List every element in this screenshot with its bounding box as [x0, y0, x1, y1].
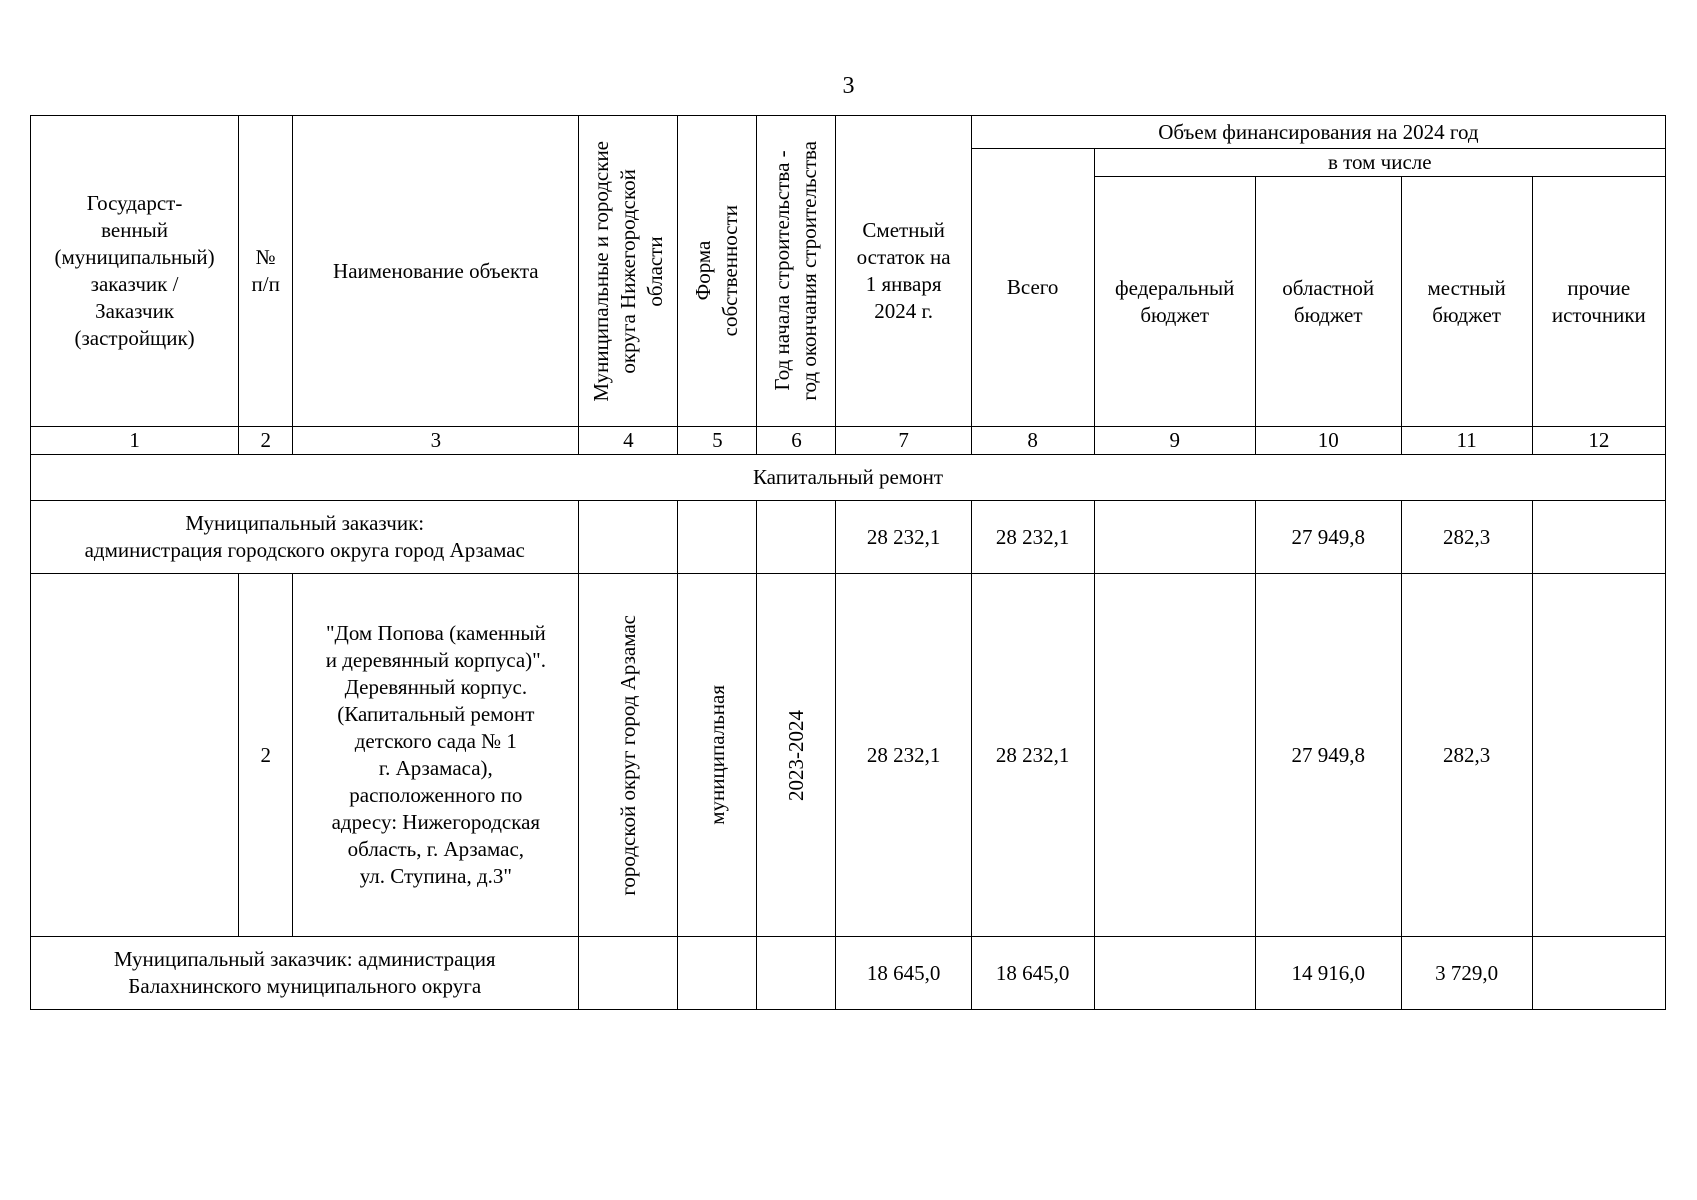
header-years: [757, 116, 836, 427]
column-number: 12: [1532, 427, 1665, 455]
estimate-cell: 28 232,1: [836, 501, 971, 574]
column-number: 2: [239, 427, 293, 455]
other-cell: [1532, 937, 1665, 1010]
header-local: местный бюджет: [1401, 177, 1532, 427]
header-total: Всего: [971, 149, 1094, 427]
header-object-name: Наименование объекта: [293, 116, 579, 427]
column-number: 6: [757, 427, 836, 455]
other-cell: [1532, 501, 1665, 574]
header-ownership: [678, 116, 757, 427]
header-municipality-text: Муниципальные и городские округа Нижегородской области: [588, 140, 667, 402]
customer-balakhna: Муниципальный заказчик: администрация Балахнинского муниципального округа: [31, 937, 579, 1010]
financing-table: [30, 115, 1666, 1010]
empty-cell: [757, 501, 836, 574]
column-number: 1: [31, 427, 239, 455]
regional-cell: 14 916,0: [1255, 937, 1401, 1010]
header-regional: областной бюджет: [1255, 177, 1401, 427]
object-municipality-text: городской округ город Арзамас: [615, 614, 640, 896]
federal-cell: [1094, 501, 1255, 574]
total-cell: 28 232,1: [971, 574, 1094, 937]
object-ownership: [678, 574, 757, 937]
federal-cell: [1094, 937, 1255, 1010]
empty-cell: [31, 574, 239, 937]
local-cell: 282,3: [1401, 574, 1532, 937]
section-title: Капитальный ремонт: [31, 455, 1666, 501]
column-number: 4: [579, 427, 678, 455]
header-estimate: Сметный остаток на 1 января 2024 г.: [836, 116, 971, 427]
header-other: прочие источники: [1532, 177, 1665, 427]
header-municipality: [579, 116, 678, 427]
empty-cell: [678, 937, 757, 1010]
object-years: [757, 574, 836, 937]
object-years-text: 2023-2024: [783, 709, 808, 801]
total-cell: 28 232,1: [971, 501, 1094, 574]
object-name: "Дом Попова (каменный и деревянный корпуса)". Деревянный корпус. (Капитальный ремонт детского сада № 1 г. Арзамаса), расположенного по адресу: Нижегородская область, г. Арзамас, ул. Ступина, д.3": [293, 574, 579, 937]
column-number: 7: [836, 427, 971, 455]
page-number: 3: [842, 73, 855, 99]
header-ownership-text: Форма собственности: [691, 205, 743, 337]
header-customer: Государст- венный (муниципальный) заказчик / Заказчик (застройщик): [31, 116, 239, 427]
total-cell: 18 645,0: [971, 937, 1094, 1010]
other-cell: [1532, 574, 1665, 937]
local-cell: 282,3: [1401, 501, 1532, 574]
object-number: 2: [239, 574, 293, 937]
header-federal: федеральный бюджет: [1094, 177, 1255, 427]
header-number: № п/п: [239, 116, 293, 427]
local-cell: 3 729,0: [1401, 937, 1532, 1010]
empty-cell: [678, 501, 757, 574]
column-number: 11: [1401, 427, 1532, 455]
column-number: 3: [293, 427, 579, 455]
header-years-text: Год начала строительства - год окончания строительства: [770, 141, 822, 401]
empty-cell: [579, 937, 678, 1010]
regional-cell: 27 949,8: [1255, 574, 1401, 937]
empty-cell: [757, 937, 836, 1010]
empty-cell: [579, 501, 678, 574]
header-financing: Объем финансирования на 2024 год: [971, 116, 1665, 149]
header-including: в том числе: [1094, 149, 1665, 177]
estimate-cell: 28 232,1: [836, 574, 971, 937]
object-ownership-text: муниципальная: [704, 685, 729, 825]
federal-cell: [1094, 574, 1255, 937]
regional-cell: 27 949,8: [1255, 501, 1401, 574]
estimate-cell: 18 645,0: [836, 937, 971, 1010]
column-number: 10: [1255, 427, 1401, 455]
column-number: 5: [678, 427, 757, 455]
object-municipality: [579, 574, 678, 937]
column-number: 8: [971, 427, 1094, 455]
customer-arzamas: Муниципальный заказчик: администрация городского округа город Арзамас: [31, 501, 579, 574]
column-number: 9: [1094, 427, 1255, 455]
